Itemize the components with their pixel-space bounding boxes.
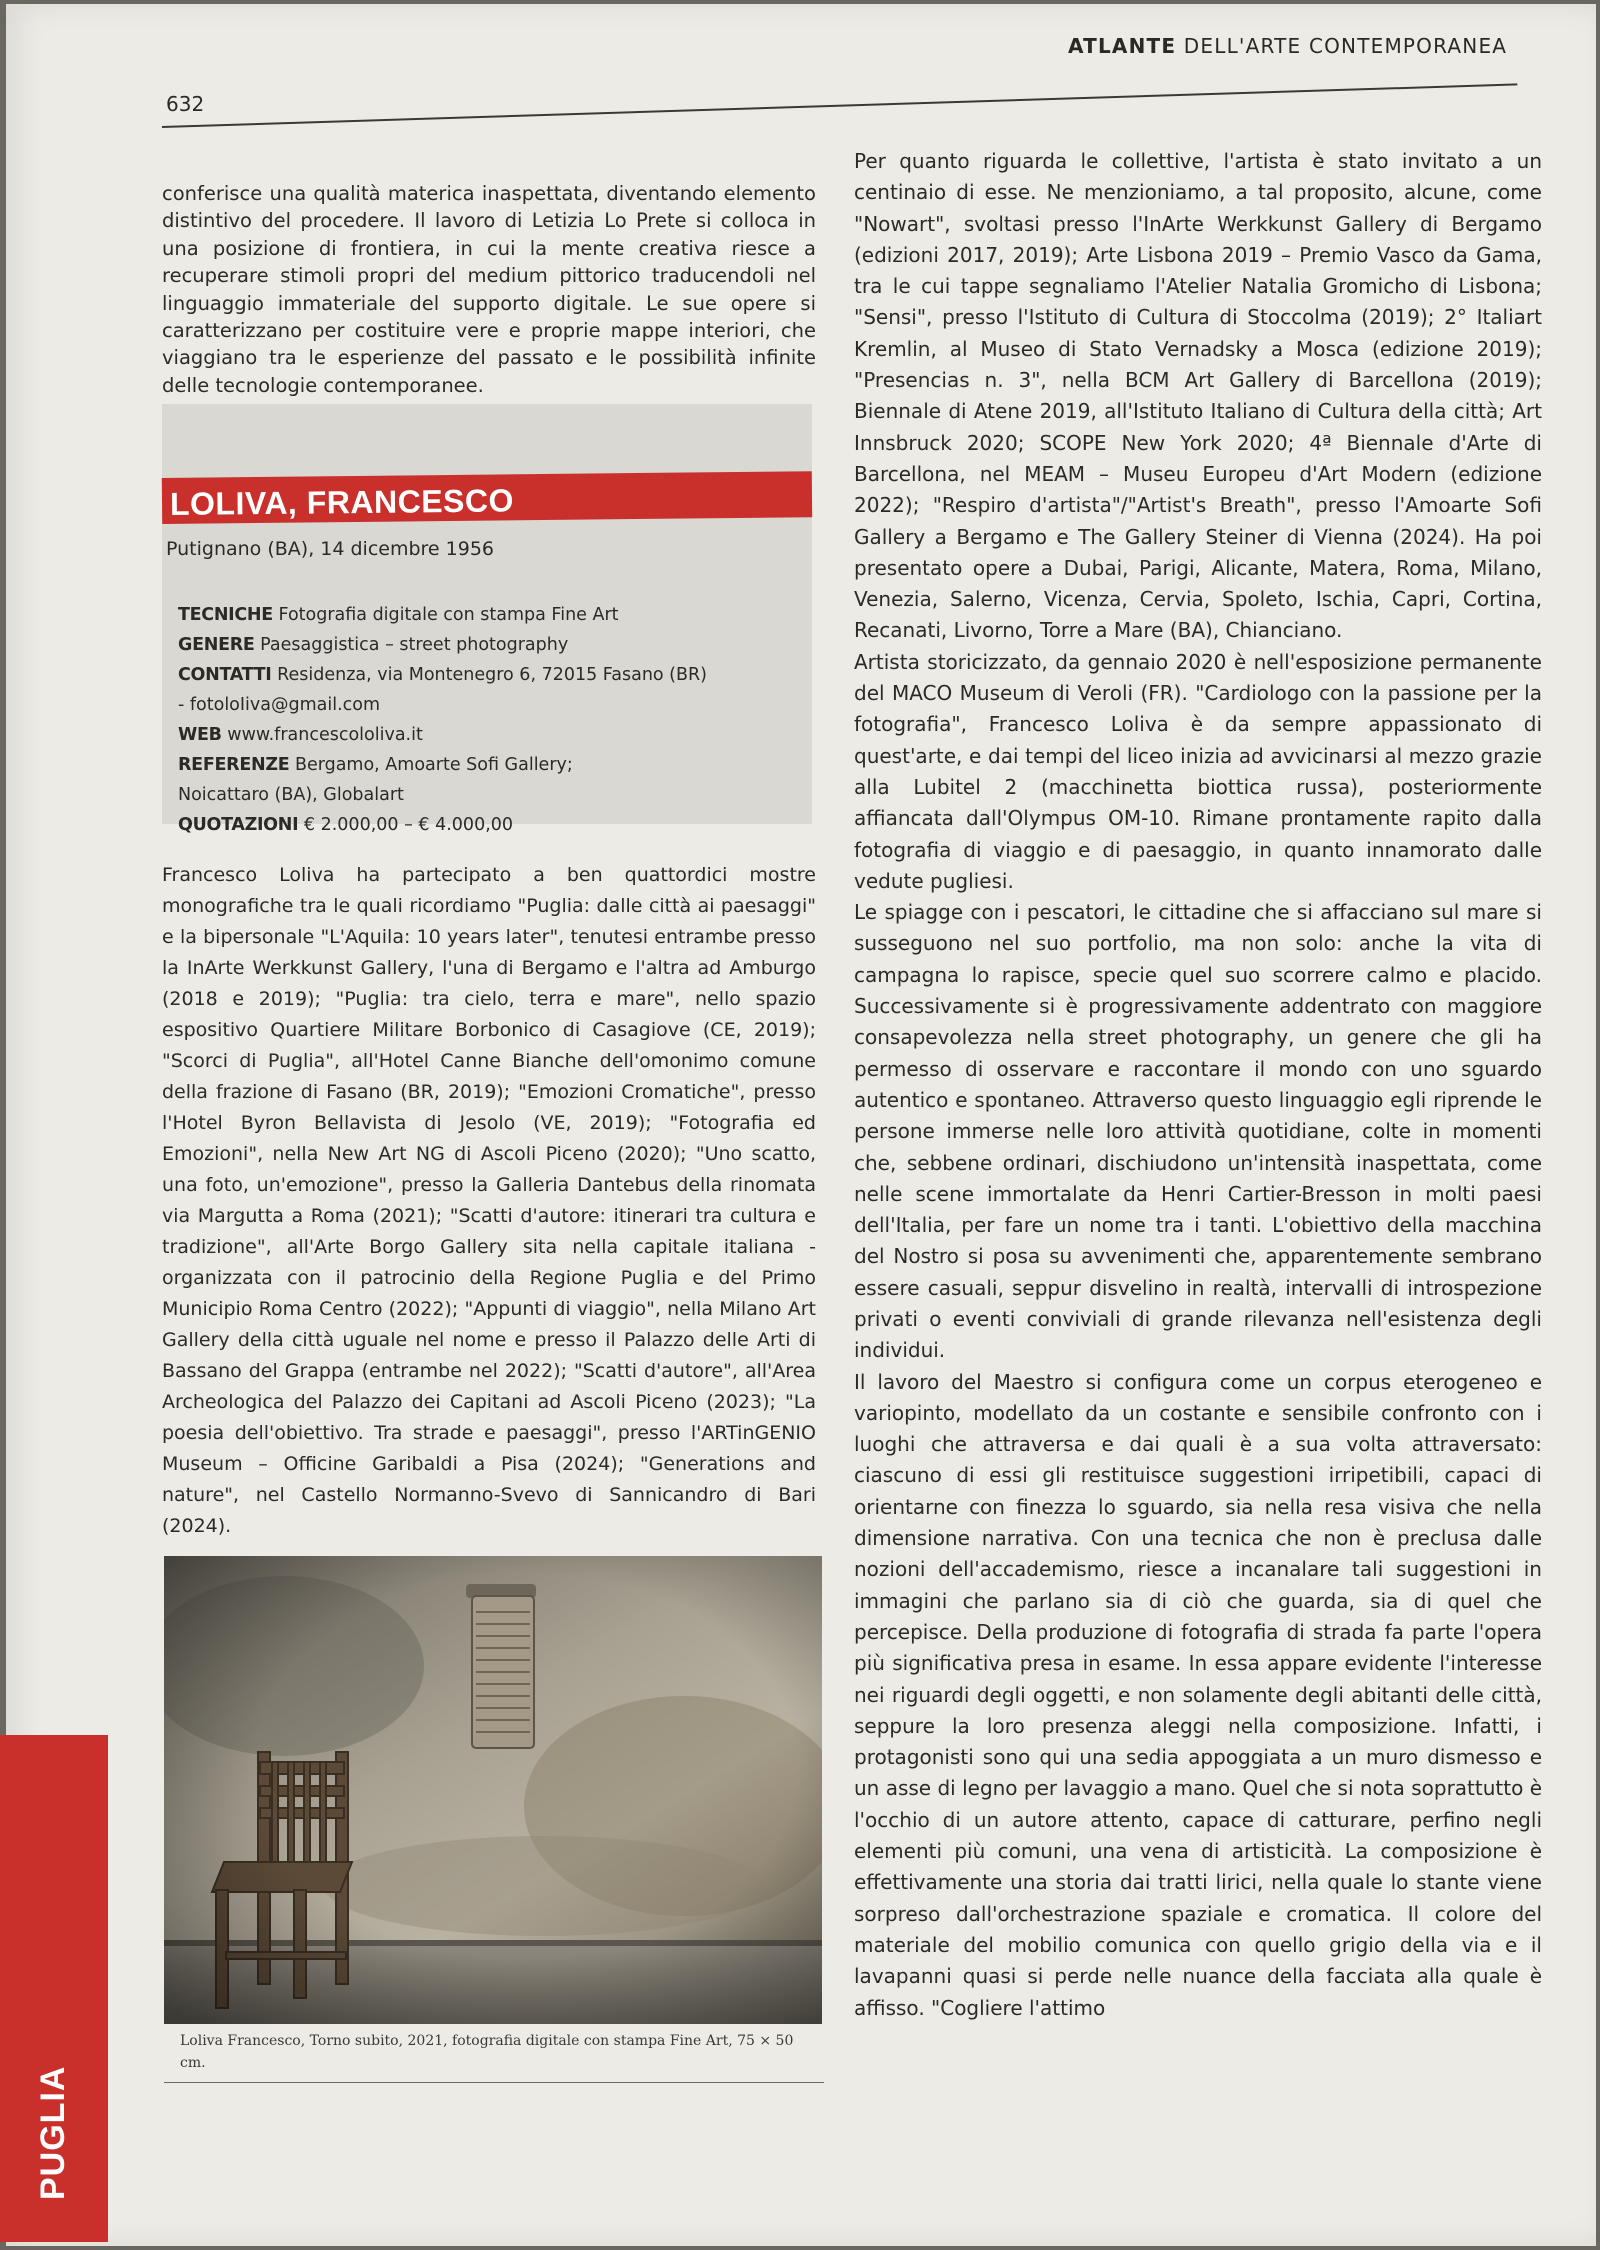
running-header-bold: ATLANTE	[1068, 34, 1177, 58]
meta-tecniche: TECNICHE Fotografia digitale con stampa Fine Art	[178, 605, 619, 625]
right-paragraph-1: Per quanto riguarda le collettive, l'artista è stato invitato a un centinaio di esse. Ne menzioniamo, a tal proposito, alcune, come "Nowart", svoltasi presso l'InArte Werkkunst Gallery di Bergamo (edizioni 2017, 2019); Arte Lisbona 2019 – Premio Vasco da Gama, tra le cui tappe segnaliamo l'Atelier Natalia Gromicho di Lisbona; "Sensi", presso l'Istituto di Cultura di Stoccolma (2019); 2° Italiart Kremlin, al Museo di Stato Vernadsky a Mosca (edizione 2019); "Presencias n. 3", nella BCM Art Gallery di Barcellona (2019); Biennale di Atene 2019, all'Istituto Italiano di Cultura della città; Art Innsbruck 2020; SCOPE New York 2020; 4ª Biennale d'Arte di Barcellona, nel MEAM – Museu Europeu d'Art Modern (edizione 2022); "Respiro d'artista"/"Artist's Breath", presso l'Amoarte Sofi Gallery a Bergamo e The Gallery Steiner di Vienna (2024). Ha poi presentato opere a Dubai, Parigi, Alicante, Matera, Roma, Milano, Venezia, Salerno, Vicenza, Cervia, Spoleto, Ischia, Capri, Cortina, Recanati, Livorno, Torre a Mare (BA), Chianciano.	[854, 149, 1542, 643]
photo-caption: Loliva Francesco, Torno subito, 2021, fotografia digitale con stampa Fine Art, 75 × 50 cm.	[180, 2033, 794, 2071]
page-number: 632	[166, 92, 205, 116]
artist-meta	[178, 600, 798, 840]
running-header	[1068, 34, 1528, 58]
meta-referenze: REFERENZE Bergamo, Amoarte Sofi Gallery;	[178, 755, 573, 775]
running-header-rest: DELL'ARTE CONTEMPORANEA	[1176, 34, 1508, 58]
meta-web: WEB www.francescololiva.it	[178, 725, 423, 745]
left-body-text: Francesco Loliva ha partecipato a ben quattordici mostre monografiche tra le quali ricordiamo "Puglia: dalle città ai paesaggi" e la bipersonale "L'Aquila: 10 years later", tenutesi entrambe presso la InArte Werkkunst Gallery, l'una di Bergamo e l'altra ad Amburgo (2018 e 2019); "Puglia: tra cielo, terra e mare", nello spazio espositivo Quartiere Militare Borbonico di Casagiove (CE, 2019); "Scorci di Puglia", all'Hotel Canne Bianche dell'omonimo comune della frazione di Fasano (BR, 2019); "Emozioni Cromatiche", presso l'Hotel Byron Bellavista di Jesolo (VE, 2019); "Fotografia ed Emozioni", nella New Art NG di Ascoli Piceno (2020); "Uno scatto, una foto, un'emozione", presso la Galleria Dantebus della rinomata via Margutta a Roma (2021); "Scatti d'autore: itinerari tra cultura e tradizione", all'Arte Borgo Gallery sita nella capitale italiana - organizzata con il patrocinio della Regione Puglia e del Primo Municipio Roma Centro (2022); "Appunti di viaggio", nella Milano Art Gallery della città uguale nel nome e presso il Palazzo delle Arti di Bassano del Grappa (entrambe nel 2022); "Scatti d'autore", all'Area Archeologica del Palazzo dei Capitani ad Ascoli Piceno (2023); "La poesia dell'obiettivo. Tra strade e paesaggi", presso l'ARTinGENIO Museum – Officine Garibaldi a Pisa (2024); "Generations and nature", nel Castello Normanno-Svevo di Sannicandro di Bari (2024).	[162, 864, 816, 1537]
meta-quotazioni: QUOTAZIONI € 2.000,00 – € 4.000,00	[178, 815, 514, 835]
right-paragraph-2: Artista storicizzato, da gennaio 2020 è nell'esposizione permanente del MACO Museum di Veroli (FR). "Cardiologo con la passione per la fotografia", Francesco Loliva è da sempre appassionato di quest'arte, e dai tempi del liceo inizia ad avvicinarsi al mezzo grazie alla Lubitel 2 (macchinetta biottica russa), posteriormente affiancata dall'Olympus OM-10. Rimane prontamente rapito dalla fotografia di viaggio e di paesaggio, in quanto innamorato dalle vedute pugliesi.	[854, 649, 1542, 893]
artist-birth: Putignano (BA), 14 dicembre 1956	[166, 538, 495, 560]
right-body-text	[854, 146, 1542, 2024]
meta-email: - fotoloIiva@gmail.com	[178, 695, 381, 715]
meta-referenze-2: Noicattaro (BA), Globalart	[178, 785, 404, 805]
magazine-page	[6, 4, 1596, 2246]
artist-name: LOLIVA, FRANCESCO	[169, 482, 515, 522]
header-rule	[162, 83, 1517, 128]
region-side-tab-label: PUGLIA	[34, 2065, 72, 2200]
meta-contatti: CONTATTI Residenza, via Montenegro 6, 72015 Fasano (BR)	[178, 665, 708, 685]
right-paragraph-4: Il lavoro del Maestro si configura come un corpus eterogeneo e variopinto, modellato da un costante e sensibile confronto con i luoghi che attraversa e dai quali è a sua volta attraversato: ciascuno di essi gli restituisce suggestioni irripetibili, capaci di orientarne con finezza lo sguardo, sia nella resa visiva che nella dimensione narrativa. Con una tecnica che non è preclusa dalle nozioni dell'accademismo, riesce a incanalare tali suggestioni in immagini che parlano sia di ciò che guarda, sia di quel che percepisce. Della produzione di fotografia di strada fa parte l'opera più significativa presa in esame. In essa appare evidente l'interesse nei riguardi degli oggetti, e non solamente degli abitanti delle città, seppure la loro presenza aleggi nella composizione. Infatti, i protagonisti sono qui una sedia appoggiata a un muro dismesso e un asse di legno per lavaggio a mano. Quel che si nota soprattutto è l'occhio di un autore attento, capace di catturare, perfino negli elementi più comuni, una vena di artisticità. La composizione è effettivamente una storia dai tratti lirici, nella quale lo stante viene sorpreso dall'orchestrazione spaziale e cromatica. Il colore del materiale del mobilio comunica con quello grigio della via e il lavapanni quasi si perde nelle nuance della facciata alla quale è affisso. "Cogliere l'attimo	[854, 1369, 1542, 2020]
caption-rule	[164, 2082, 824, 2083]
right-paragraph-3: Le spiagge con i pescatori, le cittadine che si affacciano sul mare si susseguono nel suo portfolio, ma non solo: anche la vita di campagna lo rapisce, specie quel suo scorrere calmo e placido. Successivamente si è progressivamente addentrato con maggiore consapevolezza nella street photography, un genere che gli ha permesso di osservare e raccontare il mondo con uno sguardo autentico e spontaneo. Attraverso questo linguaggio egli riprende le persone immerse nelle loro attività quotidiane, colte in momenti che, sebbene ordinari, dischiudono un'intensità inaspettata, come nelle scene immortalate da Henri Cartier-Bresson in molti paesi dell'Italia, per fare un nome tra i tanti. L'obiettivo della macchina del Nostro si posa su avvenimenti che, apparentemente sembrano essere casuali, seppur disvelino in realtà, intervalli di introspezione privati o eventi conviviali di grande rilevanza nell'esistenza degli individui.	[854, 900, 1542, 1363]
meta-genere: GENERE Paesaggistica – street photography	[178, 635, 569, 655]
artwork-photo-svg	[164, 1556, 822, 2024]
artwork-photo	[164, 1556, 822, 2024]
intro-paragraph: conferisce una qualità materica inaspettata, diventando elemento distintivo del procedere. Il lavoro di Letizia Lo Prete si colloca in una posizione di frontiera, in cui la mente creativa riesce a recuperare stimoli propri del medium pittorico traducendoli nel linguaggio immateriale del supporto digitale. Le sue opere si caratterizzano per costituire vere e proprie mappe interiori, che viaggiano tra le esperienze del passato e le possibilità infinite delle tecnologie contemporanee.	[162, 182, 816, 397]
